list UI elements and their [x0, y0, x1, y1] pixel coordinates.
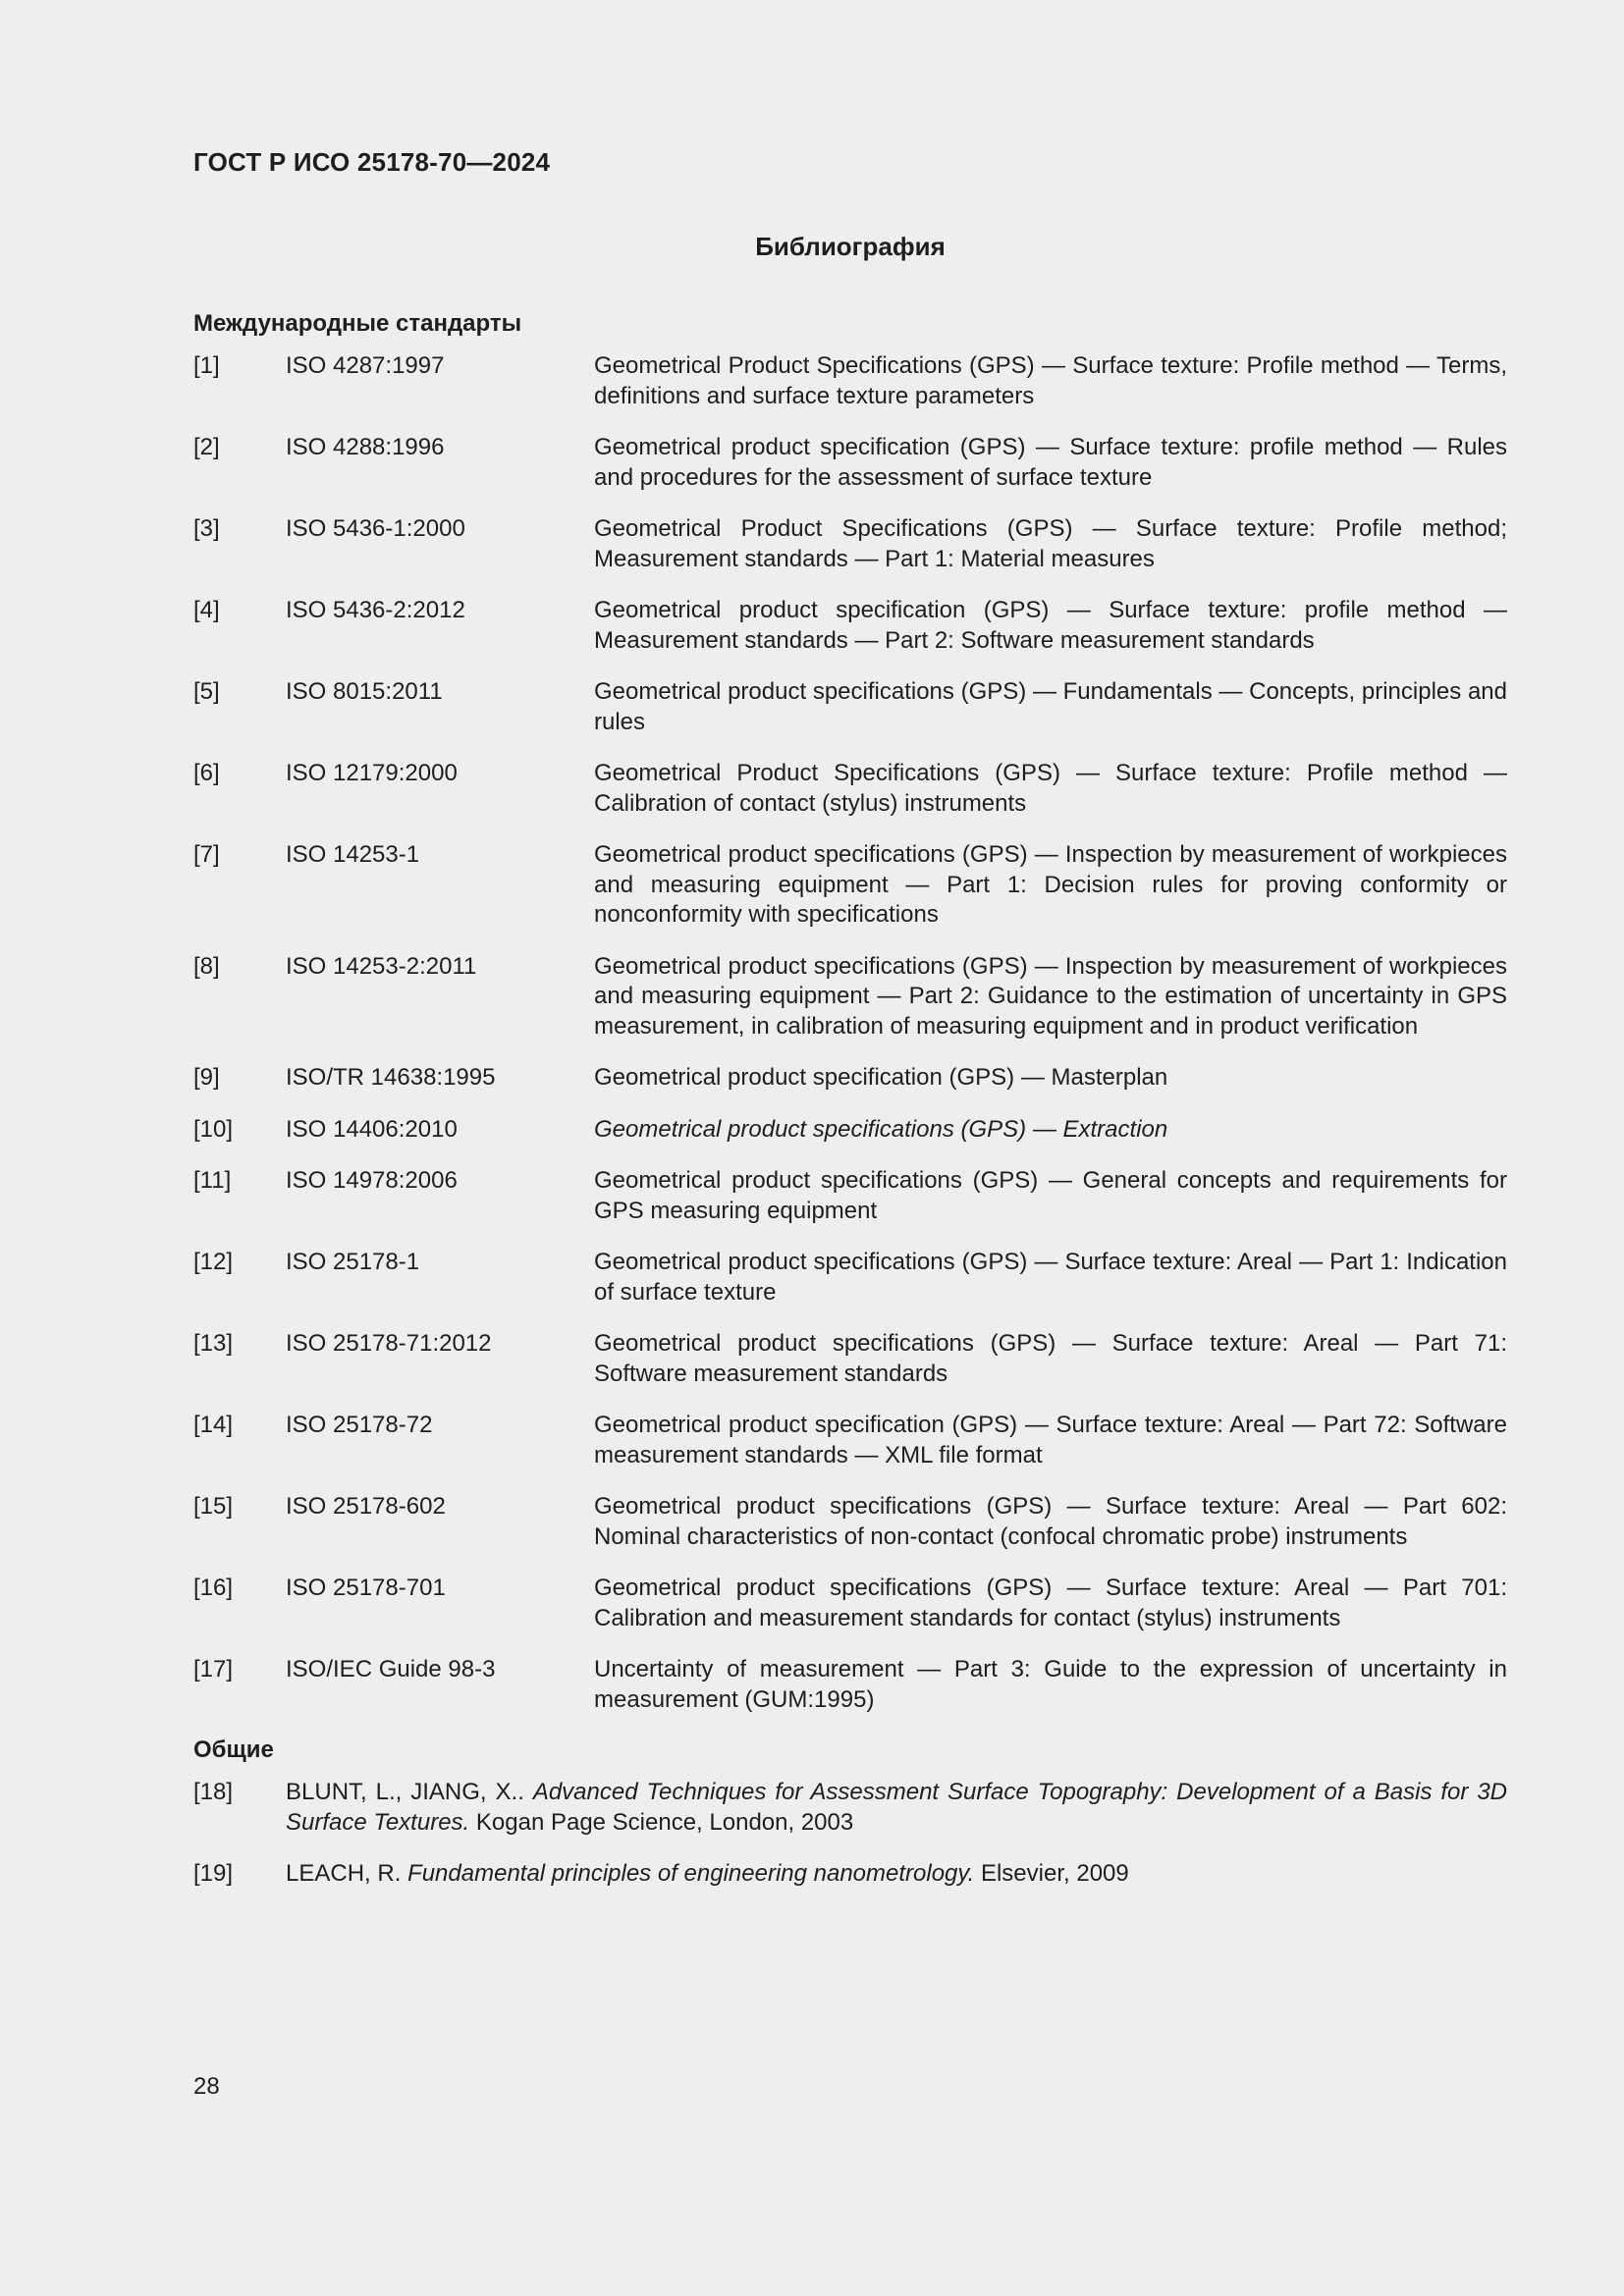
standard-title: Uncertainty of measurement — Part 3: Guide to the expression of uncertainty in measurement (GUM:1995): [594, 1656, 1507, 1713]
standard-code: ISO 4288:1996: [286, 434, 445, 460]
entry-number: [12]: [193, 1249, 234, 1275]
standard-title: Geometrical product specification (GPS) — Surface texture: profile method — Measurement standards — Part 2: Software measurement standards: [594, 597, 1507, 654]
document-id-header: ГОСТ Р ИСО 25178-70—2024: [193, 147, 551, 177]
section-heading-international: Международные стандарты: [193, 310, 522, 337]
entry-number: [3]: [193, 515, 220, 542]
standard-code: ISO 25178-72: [286, 1412, 433, 1438]
bibliography-entry: [193, 1859, 1507, 1890]
standard-title: Geometrical product specifications (GPS) — Extraction: [594, 1115, 1168, 1143]
standard-code: ISO 4287:1997: [286, 352, 445, 379]
standard-title: Geometrical product specifications (GPS) — Inspection by measurement of workpieces and measuring equipment — Part 2: Guidance to the estimation of uncertainty in GPS measurement, in calibration of measuring equipment and in product verification: [594, 952, 1507, 1040]
entry-number: [18]: [193, 1779, 234, 1805]
standard-title: Geometrical product specifications (GPS) — Surface texture: Areal — Part 71: Software measurement standards: [594, 1330, 1507, 1387]
standard-code: ISO/TR 14638:1995: [286, 1064, 496, 1091]
standard-code: ISO/IEC Guide 98-3: [286, 1656, 496, 1682]
standard-title: Geometrical product specifications (GPS) — Surface texture: Areal — Part 701: Calibration and measurement standards for contact (stylus) instruments: [594, 1575, 1507, 1631]
page-title: Библиография: [755, 232, 946, 261]
entry-number: [17]: [193, 1656, 234, 1682]
reference-authors: LEACH, R.: [286, 1860, 402, 1887]
bibliography-entry: [193, 677, 1507, 737]
general-references-list: [193, 1778, 1507, 1890]
standard-title: Geometrical product specifications (GPS) — Inspection by measurement of workpieces and measuring equipment — Part 1: Decision rules for proving conformity or nonconformity with specifications: [594, 841, 1507, 928]
reference-publisher: Kogan Page Science, London, 2003: [475, 1808, 854, 1836]
entry-number: [1]: [193, 352, 220, 379]
bibliography-entry: [193, 1655, 1507, 1715]
entry-number: [9]: [193, 1064, 220, 1091]
international-standards-list: [193, 351, 1507, 1715]
standard-code: ISO 5436-1:2000: [286, 515, 465, 542]
page-number: 28: [193, 2073, 220, 2100]
bibliography-entry: [193, 351, 1507, 411]
standard-code: ISO 14253-2:2011: [286, 952, 477, 980]
standard-title: Geometrical product specification (GPS) — Masterplan: [594, 1064, 1168, 1091]
entry-number: [15]: [193, 1493, 234, 1520]
standard-title: Geometrical product specifications (GPS) — Surface texture: Areal — Part 602: Nominal characteristics of non-contact (confocal chromatic probe) instruments: [594, 1493, 1507, 1550]
standard-title: Geometrical product specifications (GPS) — General concepts and requirements for GPS measuring equipment: [594, 1167, 1507, 1224]
standard-code: ISO 14253-1: [286, 841, 420, 868]
standard-title: Geometrical Product Specifications (GPS) — Surface texture: Profile method — Terms, definitions and surface texture parameters: [594, 352, 1507, 409]
entry-number: [6]: [193, 760, 220, 786]
standard-code: ISO 8015:2011: [286, 678, 443, 705]
entry-number: [13]: [193, 1330, 234, 1357]
standard-code: ISO 25178-71:2012: [286, 1330, 492, 1357]
entry-number: [5]: [193, 678, 220, 705]
bibliography-entry: [193, 952, 1507, 1042]
bibliography-entry: [193, 596, 1507, 656]
reference-title: Fundamental principles of engineering nanometrology.: [407, 1860, 975, 1887]
bibliography-entry: [193, 433, 1507, 493]
standard-code: ISO 25178-1: [286, 1249, 420, 1275]
bibliography-entry: [193, 1063, 1507, 1094]
entry-number: [11]: [193, 1167, 232, 1194]
bibliography-entry: [193, 759, 1507, 819]
standard-code: ISO 14978:2006: [286, 1167, 458, 1194]
standard-code: ISO 25178-701: [286, 1575, 446, 1601]
entry-number: [2]: [193, 434, 220, 460]
standard-title: Geometrical Product Specifications (GPS) — Surface texture: Profile method — Calibration of contact (stylus) instruments: [594, 760, 1507, 817]
entry-number: [19]: [193, 1860, 234, 1887]
bibliography-entry: [193, 1248, 1507, 1308]
reference-citation: [286, 1859, 1507, 1890]
bibliography-entry: [193, 1411, 1507, 1470]
reference-title: Advanced Techniques for Assessment Surface Topography: Development of a Basis for 3D Surface Textures.: [286, 1779, 1508, 1836]
standard-code: ISO 14406:2010: [286, 1115, 458, 1143]
bibliography-entry: [193, 1329, 1507, 1389]
standard-code: ISO 12179:2000: [286, 760, 458, 786]
bibliography-entry: [193, 1115, 1507, 1146]
bibliography-entry: [193, 1166, 1507, 1226]
standard-title: Geometrical Product Specifications (GPS) — Surface texture: Profile method; Measurement standards — Part 1: Material measures: [594, 515, 1507, 572]
section-heading-general: Общие: [193, 1736, 274, 1763]
entry-number: [8]: [193, 952, 220, 980]
entry-number: [14]: [193, 1412, 234, 1438]
bibliography-entry: [193, 1778, 1507, 1838]
reference-authors: BLUNT, L., JIANG, X..: [286, 1779, 524, 1805]
bibliography-entry: [193, 514, 1507, 574]
standard-code: ISO 5436-2:2012: [286, 597, 465, 623]
entry-number: [16]: [193, 1575, 234, 1601]
bibliography-entry: [193, 1492, 1507, 1552]
standard-title: Geometrical product specification (GPS) — Surface texture: Areal — Part 72: Software measurement standards — XML file format: [594, 1412, 1507, 1468]
bibliography-entry: [193, 840, 1507, 931]
bibliography-entry: [193, 1574, 1507, 1633]
entry-number: [4]: [193, 597, 220, 623]
standard-title: Geometrical product specifications (GPS) — Surface texture: Areal — Part 1: Indication of surface texture: [594, 1249, 1507, 1306]
entry-number: [7]: [193, 841, 220, 868]
entry-number: [10]: [193, 1115, 234, 1143]
reference-publisher: Elsevier, 2009: [980, 1860, 1129, 1887]
standard-title: Geometrical product specifications (GPS) — Fundamentals — Concepts, principles and rules: [594, 678, 1507, 735]
standard-title: Geometrical product specification (GPS) — Surface texture: profile method — Rules and procedures for the assessment of surface texture: [594, 434, 1507, 491]
document-page: [193, 147, 1507, 1911]
reference-citation: [286, 1778, 1507, 1838]
standard-code: ISO 25178-602: [286, 1493, 446, 1520]
